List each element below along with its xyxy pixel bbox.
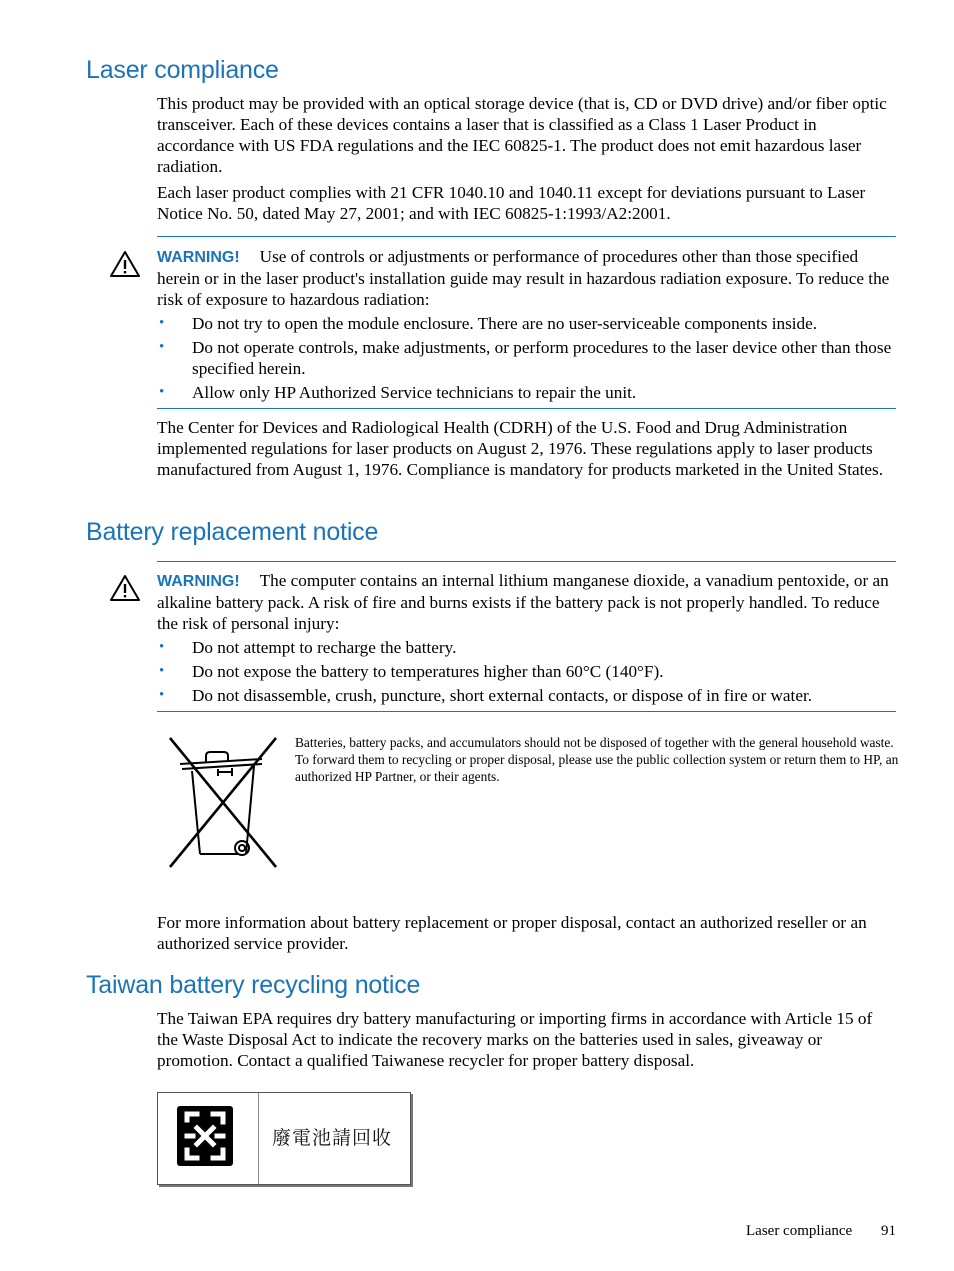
warning-text: Use of controls or adjustments or performance of procedures other than those specified herein or in the laser product's installation guide may result in hazardous radiation exposure. To reduce the risk of exposure to hazardous radiation: <box>157 247 890 309</box>
warning-text: The computer contains an internal lithium manganese dioxide, a vanadium pentoxide, or an alkaline battery pack. A risk of fire and burns exists if the battery pack is not properly handled. To reduce the risk of personal injury: <box>157 571 889 633</box>
page-number: 91 <box>881 1223 896 1239</box>
battery-more-info-paragraph: For more information about battery replacement or proper disposal, contact an authorized reseller or an authorized service provider. <box>157 913 867 953</box>
warning-triangle-icon <box>109 574 141 602</box>
recycle-icon <box>177 1106 233 1166</box>
crossed-out-bin-icon <box>166 736 278 870</box>
list-item: • Do not attempt to recharge the battery. <box>159 638 457 657</box>
list-item: • Do not try to open the module enclosure. There are no user-serviceable components inside. <box>159 314 818 333</box>
list-item: • Allow only HP Authorized Service technicians to repair the unit. <box>159 383 637 402</box>
warning-top-rule <box>157 236 896 237</box>
battery-notice-heading: Battery replacement notice <box>86 518 379 546</box>
mark-divider <box>258 1093 259 1184</box>
recycle-text: 廢電池請回收 <box>272 1127 393 1149</box>
warning-bottom-rule <box>157 711 896 712</box>
cdrh-paragraph: The Center for Devices and Radiological Health (CDRH) of the U.S. Food and Drug Administration implemented regulations for laser products on August 2, 1976. These regulations apply to laser products manufactured from August 1, 1976. Compliance is mandatory for products marketed in the United States. <box>157 418 884 479</box>
battery-warning-list <box>157 637 897 709</box>
warning-label: WARNING! <box>157 249 240 266</box>
warning-label: WARNING! <box>157 573 240 590</box>
warning-top-rule <box>157 561 896 562</box>
laser-warning-list <box>157 313 897 406</box>
list-item: • Do not disassemble, crush, puncture, short external contacts, or dispose of in fire or water. <box>159 686 813 705</box>
taiwan-epa-paragraph: The Taiwan EPA requires dry battery manufacturing or importing firms in accordance with Article 15 of the Waste Disposal Act to indicate the recovery marks on the batteries used in sales, giveaway or promotion. Contact a qualified Taiwanese recycler for proper battery disposal. <box>157 1009 873 1070</box>
battery-warning <box>157 570 897 634</box>
disposal-note: Batteries, battery packs, and accumulators should not be disposed of together with the general household waste. To forward them to recycling or proper disposal, please use the public collection system or return them to HP, an authorized HP Partner, or their agents. <box>295 735 899 784</box>
warning-bottom-rule <box>157 408 896 409</box>
laser-compliance-paragraph: Each laser product complies with 21 CFR 1040.10 and 1040.11 except for deviations pursuant to Laser Notice No. 50, dated May 27, 2001; and with IEC 60825-1:1993/A2:2001. <box>157 183 866 223</box>
laser-compliance-heading: Laser compliance <box>86 56 279 84</box>
list-item: • Do not expose the battery to temperatures higher than 60°C (140°F). <box>159 662 664 681</box>
laser-warning <box>157 246 897 310</box>
taiwan-recycle-mark <box>157 1092 411 1185</box>
taiwan-notice-heading: Taiwan battery recycling notice <box>86 971 421 999</box>
list-item: • Do not operate controls, make adjustments, or perform procedures to the laser device other than those specified herein. <box>159 338 892 378</box>
laser-intro-paragraph: This product may be provided with an optical storage device (that is, CD or DVD drive) and/or fiber optic transceiver. Each of these devices contains a laser that is classified as a Class 1 Laser Product in accordance with US FDA regulations and the IEC 60825-1. The product does not emit hazardous laser radiation. <box>157 94 887 176</box>
footer-section-name: Laser compliance <box>746 1223 853 1239</box>
warning-triangle-icon <box>109 250 141 278</box>
